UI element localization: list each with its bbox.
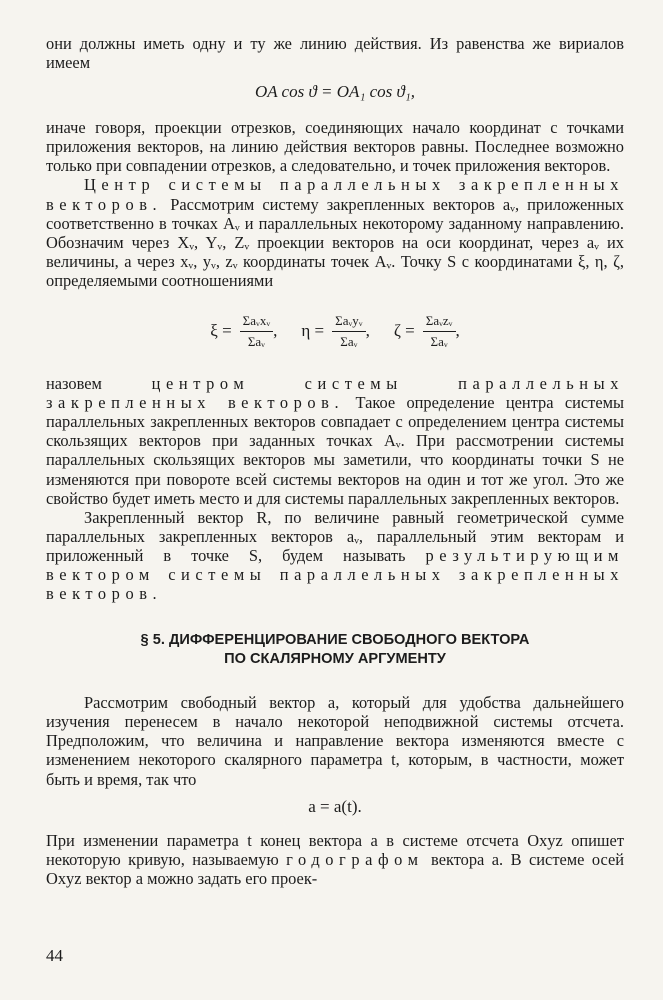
paragraph-center-naming [46,374,624,508]
equation-cosine: OA cos ϑ = OA₁ cos ϑ₁, [254,82,416,102]
formula-zeta-lhs: ζ = [393,321,415,341]
fraction-xi-numerator: Σaᵥxᵥ [240,313,273,332]
fraction-zeta [423,313,456,350]
fraction-eta-denominator: Σaᵥ [340,333,358,349]
fraction-zeta-numerator: Σaᵥzᵥ [423,313,456,332]
section-heading-line-2: ПО СКАЛЯРНОМУ АРГУМЕНТУ [224,651,446,668]
section-heading-line-1: § 5. ДИФФЕРЕНЦИРОВАНИЕ СВОБОДНОГО ВЕКТОРА [140,632,530,649]
paragraph-hodograph-end: вектора a. В системе осей Oxyz вектор a можно задать его проек- [46,849,624,888]
paragraph-center-body: Рассмотрим систему закрепленных векторов aᵥ, приложенных соответственно в точках Aᵥ и параллельных некоторому заданному направлению. Обозначим через Xᵥ, Yᵥ, Zᵥ проекции векторов на оси координат, через aᵥ их величины, а через xᵥ, yᵥ, zᵥ координаты точек Aᵥ. Точку S с координатами ξ, η, ζ, определяемыми соотношениями [46,194,624,290]
page-number: 44 [46,946,63,965]
formula-xi-separator: , [273,321,278,341]
paragraph-intro: они должны иметь одну и ту же линию действия. Из равенства же вириалов имеем [46,34,624,73]
paragraph-hodograph [46,831,624,888]
formula-zeta-separator: , [455,321,460,341]
fraction-xi-denominator: Σaᵥ [247,333,265,349]
fraction-eta [332,313,365,350]
term-center-system: Центр системы параллельных закрепленных векторов. [46,175,624,214]
paragraph-name-start: назовем [46,374,102,394]
term-hodograph: годографом [286,849,424,869]
formula-zeta [394,313,460,350]
formula-eta-separator: , [365,321,370,341]
book-page [46,34,624,888]
formula-xi [210,313,277,350]
paragraph-resultant [46,508,624,603]
section-heading [46,631,624,669]
formula-xi-lhs: ξ = [210,321,232,341]
paragraph-center-definition [46,175,624,290]
paragraph-free-vector: Рассмотрим свободный вектор a, который для удобства дальнейшего изучения перенесем в начало некоторой неподвижной системы отсчета. Предположим, что величина и направление вектора изменяются вместе с изменением некоторого скалярного параметра t, которым, в частности, может быть и время, так что [46,693,624,789]
paragraph-projection: иначе говоря, проекции отрезков, соединяющих начало координат с точками приложения векторов, на линию действия векторов равны. Последнее возможно только при совпадении отрезков, а следовательно, и точек приложения векторов. [46,118,624,176]
term-resultant-vector: результирующим вектором системы параллельных закрепленных векторов. [46,545,624,604]
fraction-eta-numerator: Σaᵥyᵥ [332,313,365,332]
fraction-xi [240,313,273,350]
formula-block [46,304,624,358]
term-center-parallel-fixed: центром системы параллельных закрепленных векторов. [46,374,624,413]
formula-eta [301,313,369,350]
fraction-zeta-denominator: Σaᵥ [430,333,448,349]
paragraph-hodograph-body: При изменении параметра t конец вектора a в системе отсчета Oxyz опишет некоторую кривую, называемую [46,830,624,869]
paragraph-resultant-body: Закрепленный вектор R, по величине равный геометрической сумме параллельных закрепленных векторов aᵥ, параллельный этим векторам и приложенный в точке S, будем называть [46,507,624,565]
paragraph-name-body: Такое определение центра системы параллельных закрепленных векторов совпадает с определением центра системы скользящих векторов при заданных точках Aᵥ. При рассмотрении системы параллельных скользящих векторов мы заметили, что координаты точки S не изменяются при повороте всей системы векторов на один и тот же угол. Это же свойство будет иметь место и для системы параллельных закрепленных векторов. [46,393,624,508]
formula-eta-lhs: η = [301,321,325,341]
equation-vector-of-t: a = a(t). [308,796,362,816]
